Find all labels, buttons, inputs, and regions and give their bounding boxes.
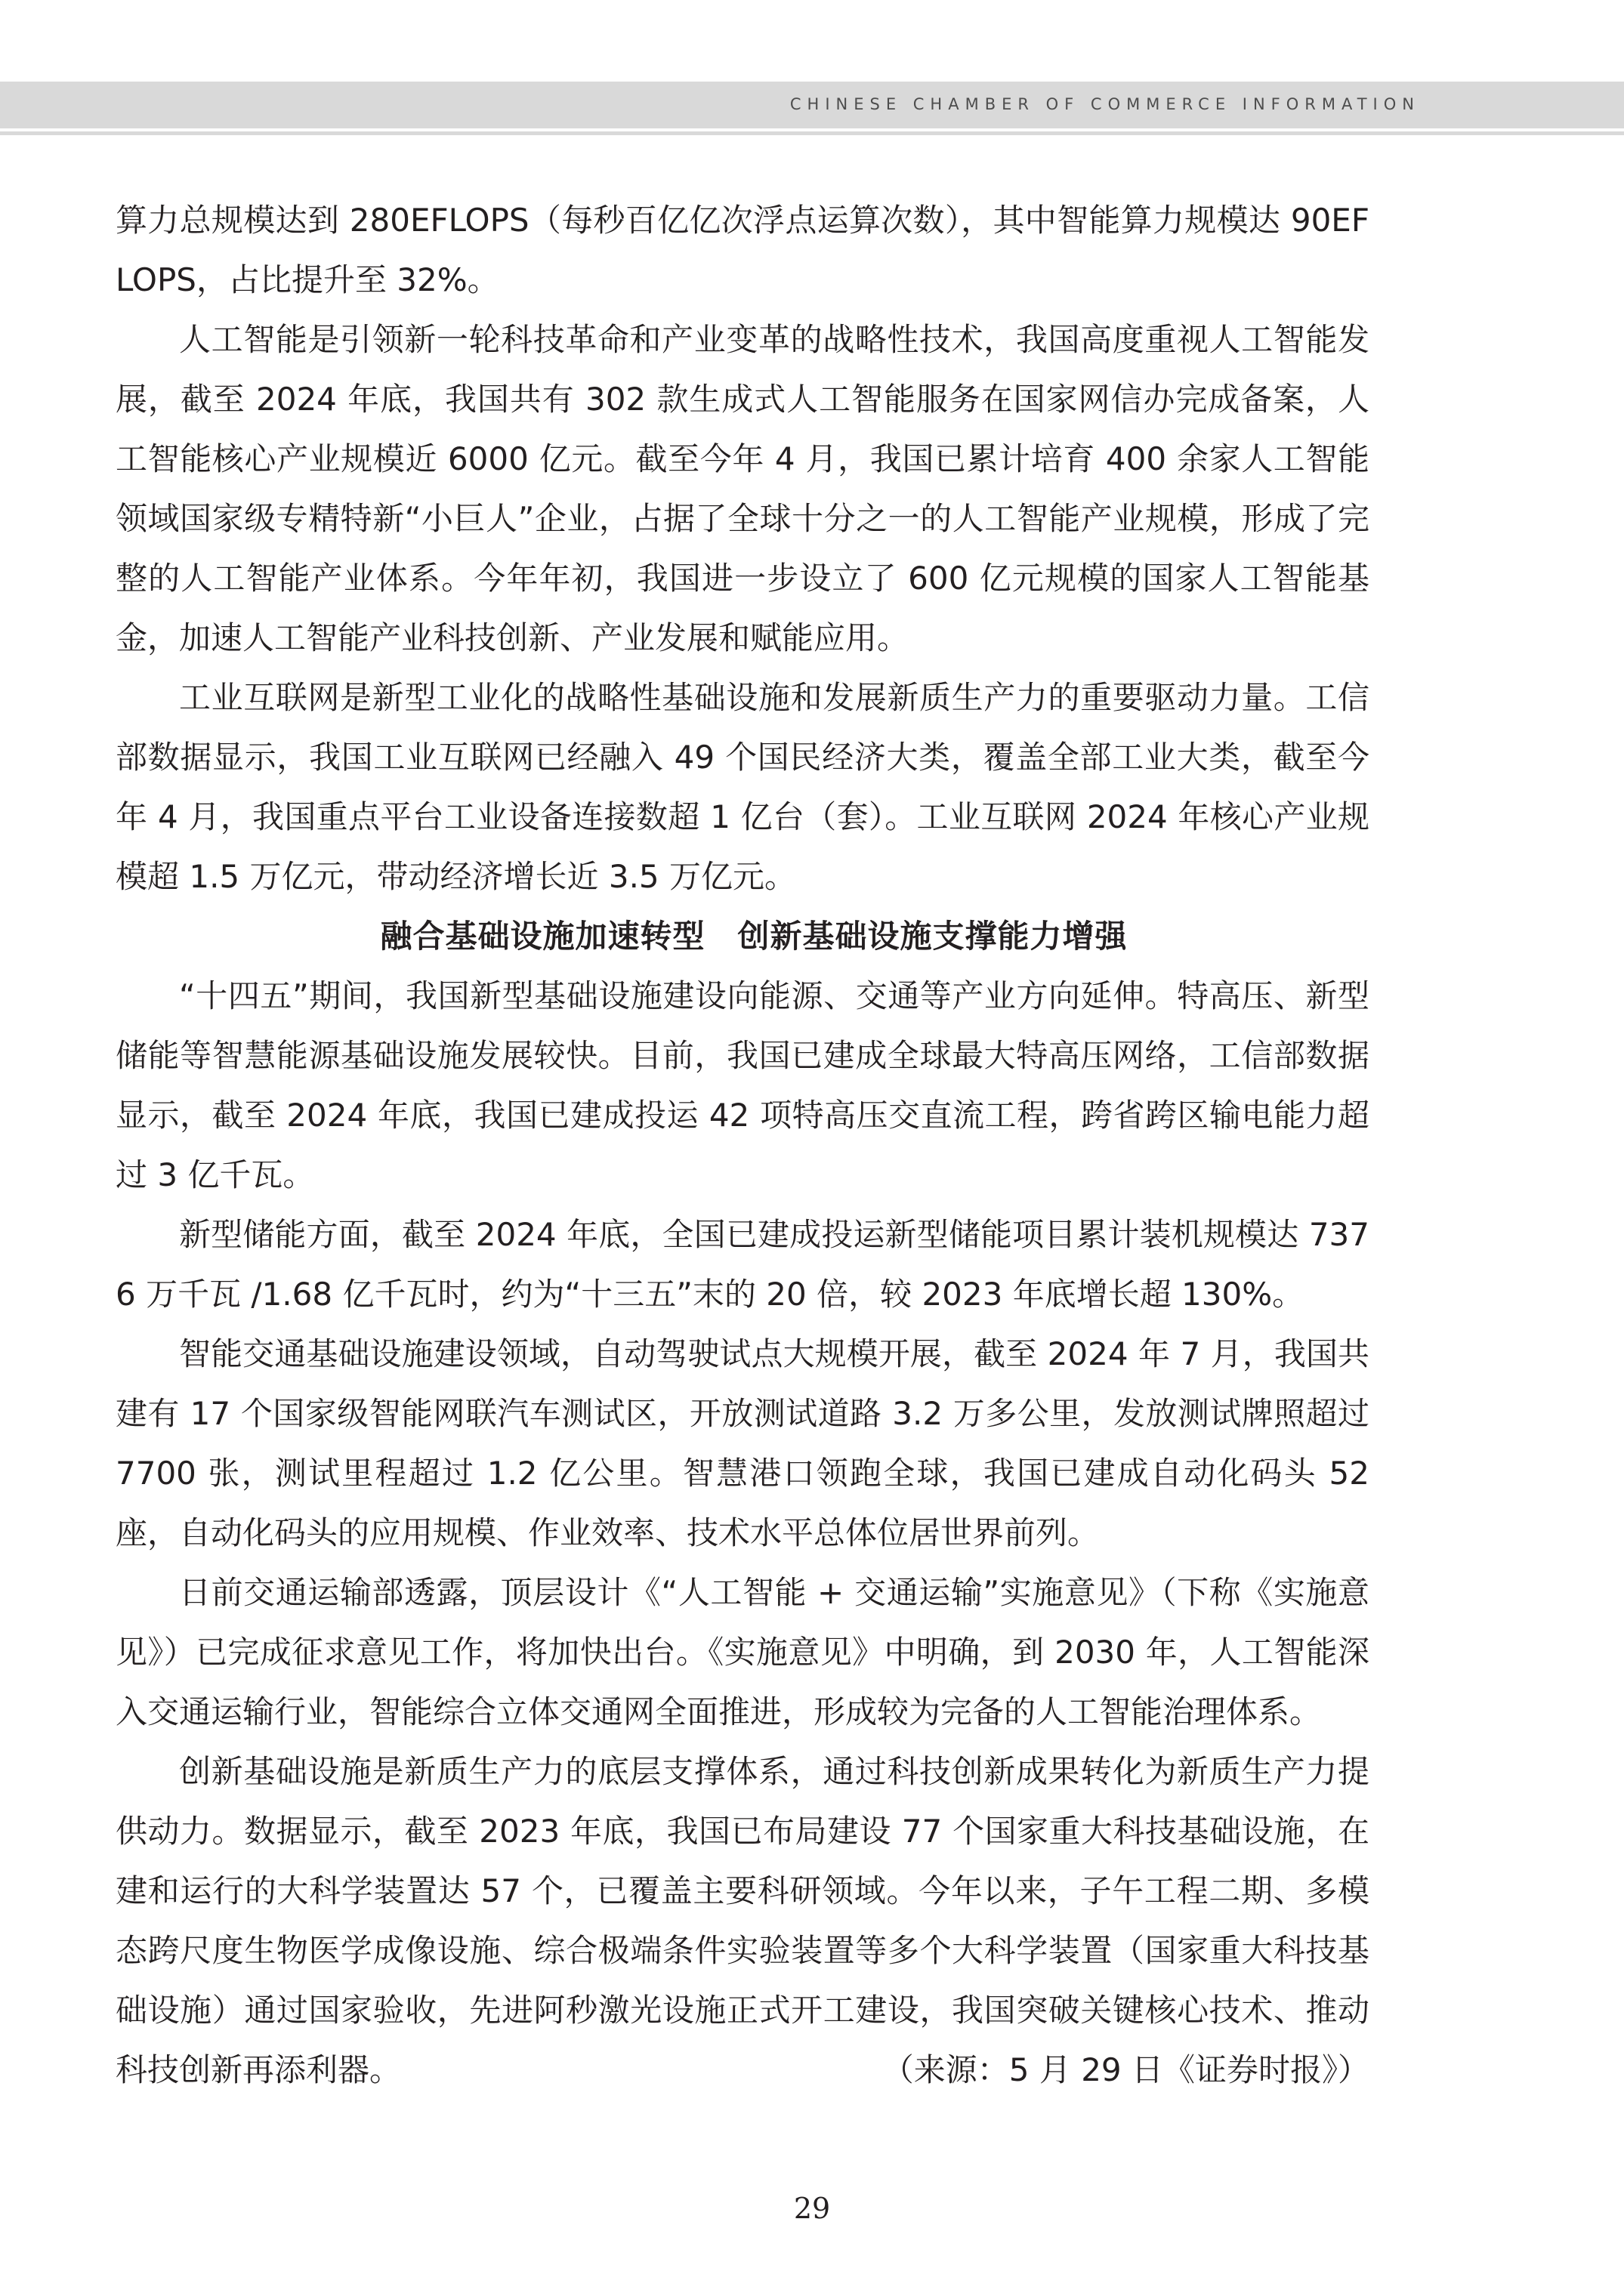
article-paragraph-last	[116, 1742, 1369, 2100]
header-rule	[0, 131, 1624, 135]
article-paragraph: 日前交通运输部透露，顶层设计《“人工智能 + 交通运输”实施意见》（下称《实施意见》）已完成征求意见工作，将加快出台。《实施意见》中明确，到 2030 年，人工智能深入交通运输行业，智能综合立体交通网全面推进，形成较为完备的人工智能治理体系。	[116, 1574, 1369, 1730]
section-heading: 融合基础设施加速转型 创新基础设施支撑能力增强	[380, 918, 1128, 955]
running-header-title: CHINESE CHAMBER OF COMMERCE INFORMATION	[789, 95, 1420, 113]
article-paragraph: 人工智能是引领新一轮科技革命和产业变革的战略性技术，我国高度重视人工智能发展，截至 2024 年底，我国共有 302 款生成式人工智能服务在国家网信办完成备案，人工智能核心产业规模近 6000 亿元。截至今年 4 月，我国已累计培育 400 余家人工智能领域国家级专精特新“小巨人”企业，占据了全球十分之一的人工智能产业规模，形成了完整的人工智能产业体系。今年年初，我国进一步设立了 600 亿元规模的国家人工智能基金，加速人工智能产业科技创新、产业发展和赋能应用。	[116, 321, 1369, 656]
article-paragraph: 新型储能方面，截至 2024 年底，全国已建成投运新型储能项目累计装机规模达 7376 万千瓦 /1.68 亿千瓦时，约为“十三五”末的 20 倍，较 2023 年底增长超 130%。	[116, 1216, 1369, 1313]
article-paragraph-text: 创新基础设施是新质生产力的底层支撑体系，通过科技创新成果转化为新质生产力提供动力。数据显示，截至 2023 年底，我国已布局建设 77 个国家重大科技基础设施，在建和运行的大科学装置达 57 个，已覆盖主要科研领域。今年以来，子午工程二期、多模态跨尺度生物医学成像设施、综合极端条件实验装置等多个大科学装置（国家重大科技基础设施）通过国家验收，先进阿秒激光设施正式开工建设，我国突破关键核心技术、推动科技创新再添利器。	[116, 1753, 1369, 2088]
page-number: 29	[793, 2192, 831, 2225]
article-paragraph: 算力总规模达到 280EFLOPS（每秒百亿亿次浮点运算次数），其中智能算力规模达 90EFLOPS，占比提升至 32%。	[116, 202, 1369, 298]
article-paragraph: “十四五”期间，我国新型基础设施建设向能源、交通等产业方向延伸。特高压、新型储能等智慧能源基础设施发展较快。目前，我国已建成全球最大特高压网络，工信部数据显示，截至 2024 年底，我国已建成投运 42 项特高压交直流工程，跨省跨区输电能力超过 3 亿千瓦。	[116, 977, 1369, 1193]
article-body	[116, 190, 1369, 2100]
article-paragraph: 智能交通基础设施建设领域，自动驾驶试点大规模开展，截至 2024 年 7 月，我国共建有 17 个国家级智能网联汽车测试区，开放测试道路 3.2 万多公里，发放测试牌照超过 7700 张，测试里程超过 1.2 亿公里。智慧港口领跑全球，我国已建成自动化码头 52 座，自动化码头的应用规模、作业效率、技术水平总体位居世界前列。	[116, 1335, 1369, 1551]
source-citation: （来源：5 月 29 日《证券时报》）	[881, 2051, 1369, 2088]
article-paragraph: 工业互联网是新型工业化的战略性基础设施和发展新质生产力的重要驱动力量。工信部数据显示，我国工业互联网已经融入 49 个国民经济大类，覆盖全部工业大类，截至今年 4 月，我国重点平台工业设备连接数超 1 亿台（套）。工业互联网 2024 年核心产业规模超 1.5 万亿元，带动经济增长近 3.5 万亿元。	[116, 679, 1369, 895]
